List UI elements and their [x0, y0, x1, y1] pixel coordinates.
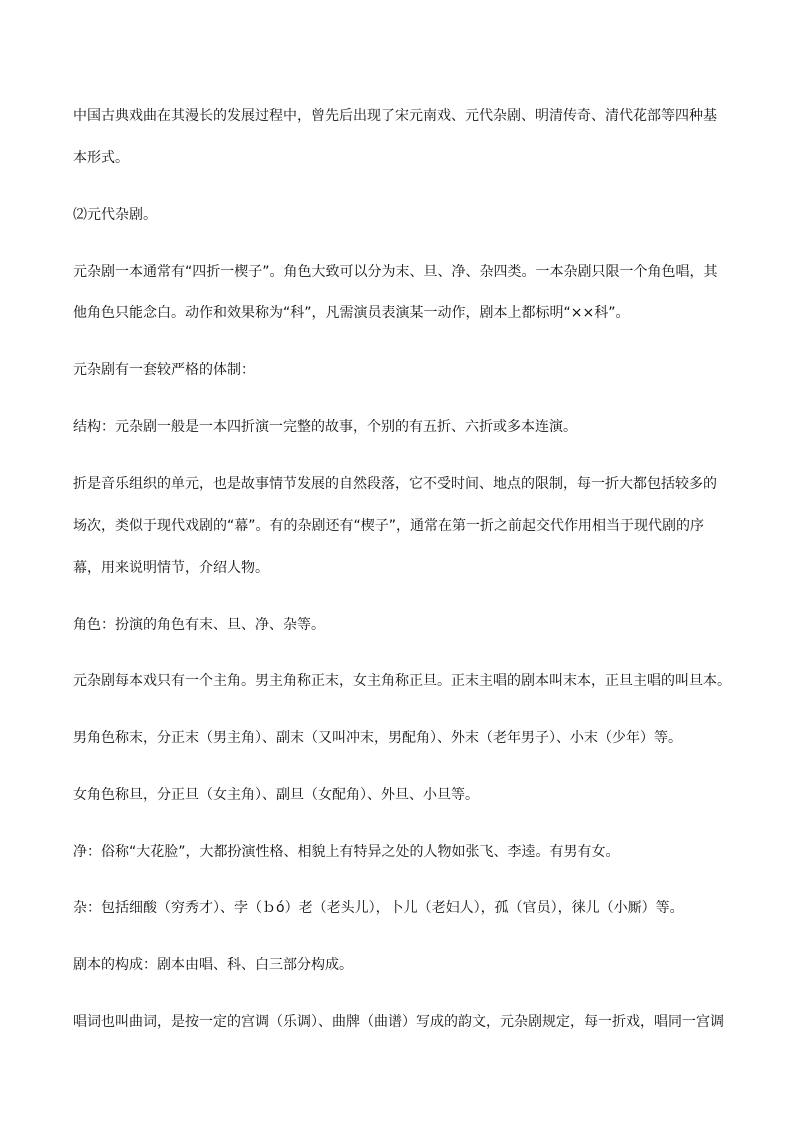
paragraph-lyrics: 唱词也叫曲词，是按一定的宫调（乐调）、曲牌（曲谱）写成的韵文，元杂剧规定，每一折戏，唱同一宫调	[73, 1014, 724, 1030]
paragraph-roles: 角色：扮演的角色有末、旦、净、杂等。	[73, 617, 325, 633]
paragraph-zhe-line-3: 幕，用来说明情节，介绍人物。	[73, 560, 269, 576]
paragraph-female-roles: 女角色称旦，分正旦（女主角）、副旦（女配角）、外旦、小旦等。	[73, 787, 479, 803]
paragraph-structure: 结构：元杂剧一般是一本四折演一完整的故事，个别的有五折、六折或多本连演。	[73, 419, 577, 435]
paragraph-za-role: 杂：包括细酸（穷秀才）、孛（ｂó）老（老头儿），卜儿（老妇人），孤（官员），徕儿（小厮）等。	[73, 900, 684, 916]
paragraph-zhe-line-1: 折是音乐组织的单元，也是故事情节发展的自然段落，它不受时间、地点的限制，每一折大都包括较多的	[73, 476, 717, 492]
paragraph-jing-role: 净：俗称“大花脸”，大都扮演性格、相貌上有特异之处的人物如张飞、李逵。有男有女。	[73, 844, 620, 860]
section-heading-yuan-zaju: ⑵元代杂剧。	[73, 207, 157, 223]
paragraph-intro-line-1: 中国古典戏曲在其漫长的发展过程中，曾先后出现了宋元南戏、元代杂剧、明清传奇、清代花部等四种基	[73, 108, 717, 124]
paragraph-zhe-line-2: 场次，类似于现代戏剧的“幕”。有的杂剧还有“楔子”，通常在第一折之前起交代作用相当于现代剧的序	[73, 518, 705, 534]
paragraph-yuan-zaju-line-2: 他角色只能念白。动作和效果称为“科”，凡需演员表演某一动作，剧本上都标明“××科”。	[73, 305, 630, 321]
paragraph-male-roles: 男角色称末，分正末（男主角）、副末（又叫冲末，男配角）、外末（老年男子）、小末（少年）等。	[73, 730, 682, 746]
paragraph-intro-line-2: 本形式。	[73, 150, 129, 166]
paragraph-main-role: 元杂剧每本戏只有一个主角。男主角称正末，女主角称正旦。正末主唱的剧本叫末本，正旦主唱的叫旦本。	[73, 673, 731, 689]
paragraph-yuan-zaju-line-1: 元杂剧一本通常有“四折一楔子”。角色大致可以分为末、旦、净、杂四类。一本杂剧只限一个角色唱，其	[73, 264, 718, 280]
paragraph-system: 元杂剧有一套较严格的体制：	[73, 362, 255, 378]
paragraph-script-composition: 剧本的构成：剧本由唱、科、白三部分构成。	[73, 957, 353, 973]
